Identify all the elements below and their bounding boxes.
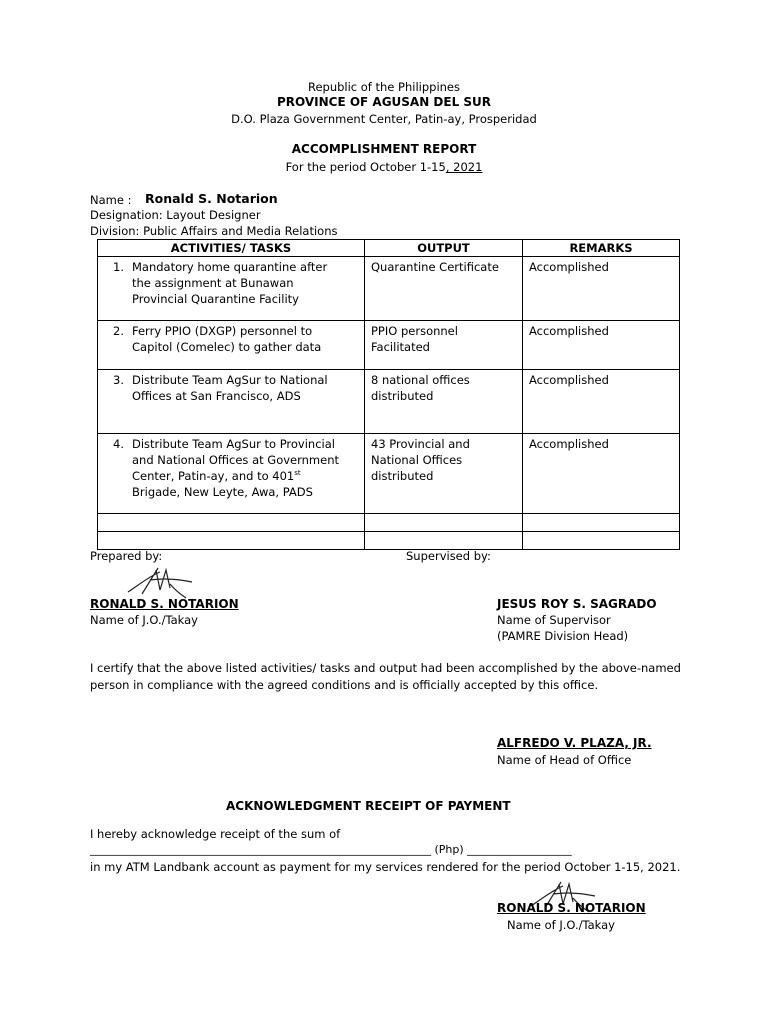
header-remarks: REMARKS bbox=[523, 240, 680, 257]
period-prefix: For the period October 1-15 bbox=[285, 160, 446, 174]
activity-text: Ferry PPIO (DXGP) personnel to Capitol (Comelec) to gather data bbox=[132, 324, 322, 354]
activity-cell bbox=[98, 434, 365, 514]
office-address: D.O. Plaza Government Center, Patin-ay, Prosperidad bbox=[231, 112, 537, 126]
report-title: ACCOMPLISHMENT REPORT bbox=[291, 142, 477, 156]
receipt-title: ACKNOWLEDGMENT RECEIPT OF PAYMENT bbox=[226, 799, 511, 813]
head-of-office-name: ALFREDO V. PLAZA, JR. bbox=[497, 736, 652, 750]
blank-row bbox=[98, 532, 680, 550]
activities-table bbox=[97, 239, 680, 550]
head-of-office-title: Name of Head of Office bbox=[497, 753, 632, 767]
table-row bbox=[98, 257, 680, 321]
republic-line: Republic of the Philippines bbox=[307, 80, 461, 94]
header-activities: ACTIVITIES/ TASKS bbox=[98, 240, 365, 257]
period-year: , 2021 bbox=[445, 160, 483, 174]
division-line: Division: Public Affairs and Media Relations bbox=[90, 224, 338, 238]
row-number: 4. bbox=[113, 437, 124, 451]
signer-name: RONALD S. NOTARION bbox=[497, 901, 646, 915]
output-cell: 8 national offices distributed bbox=[365, 370, 523, 434]
preparer-name: RONALD S. NOTARION bbox=[90, 597, 239, 611]
designation-line: Designation: Layout Designer bbox=[90, 208, 261, 222]
supervised-by-label: Supervised by: bbox=[406, 549, 491, 563]
row-number: 2. bbox=[113, 324, 124, 338]
activity-text: Distribute Team AgSur to National Offices at San Francisco, ADS bbox=[132, 373, 328, 403]
activity-cell bbox=[98, 257, 365, 321]
supervisor-name: JESUS ROY S. SAGRADO bbox=[497, 597, 657, 611]
remarks-cell: Accomplished bbox=[523, 321, 680, 370]
supervisor-division: (PAMRE Division Head) bbox=[497, 629, 629, 643]
table-row bbox=[98, 370, 680, 434]
header-output: OUTPUT bbox=[365, 240, 523, 257]
name-label: Name : bbox=[90, 193, 132, 207]
province-title: PROVINCE OF AGUSAN DEL SUR bbox=[276, 95, 492, 109]
output-cell: 43 Provincial and National Offices distributed bbox=[365, 434, 523, 514]
preparer-title: Name of J.O./Takay bbox=[90, 613, 198, 627]
receipt-line-1: I hereby acknowledge receipt of the sum of bbox=[90, 827, 341, 841]
remarks-cell: Accomplished bbox=[523, 434, 680, 514]
receipt-line-3: in my ATM Landbank account as payment for my services rendered for the period October 1-15, 2021. bbox=[90, 860, 681, 874]
blank-row bbox=[98, 514, 680, 532]
activity-text: Distribute Team AgSur to Provincial and National Offices at Government Center, Patin-ay, and to 401st Brigade, New Leyte, Awa, PADS bbox=[132, 437, 340, 499]
activity-text: Mandatory home quarantine after the assignment at Bunawan Provincial Quarantine Facility bbox=[132, 260, 328, 306]
receipt-blank-line: ______________________________________________________________ (Php) ___________________ bbox=[90, 843, 572, 856]
remarks-cell: Accomplished bbox=[523, 257, 680, 321]
activity-cell bbox=[98, 321, 365, 370]
remarks-cell: Accomplished bbox=[523, 370, 680, 434]
output-cell: Quarantine Certificate bbox=[365, 257, 523, 321]
table-row bbox=[98, 434, 680, 514]
table-header-row bbox=[98, 240, 680, 257]
supervisor-title: Name of Supervisor bbox=[497, 613, 611, 627]
table-row bbox=[98, 321, 680, 370]
row-number: 3. bbox=[113, 373, 124, 387]
report-period bbox=[0, 160, 768, 174]
certification-text: I certify that the above listed activities/ tasks and output had been accomplished by the above-named person in compliance with the agreed conditions and is officially accepted by this office. bbox=[90, 661, 681, 692]
employee-name: Ronald S. Notarion bbox=[145, 191, 278, 206]
signer-title: Name of J.O./Takay bbox=[507, 918, 615, 932]
activity-cell bbox=[98, 370, 365, 434]
prepared-by-label: Prepared by: bbox=[90, 549, 163, 563]
output-cell: PPIO personnel Facilitated bbox=[365, 321, 523, 370]
row-number: 1. bbox=[113, 260, 124, 274]
